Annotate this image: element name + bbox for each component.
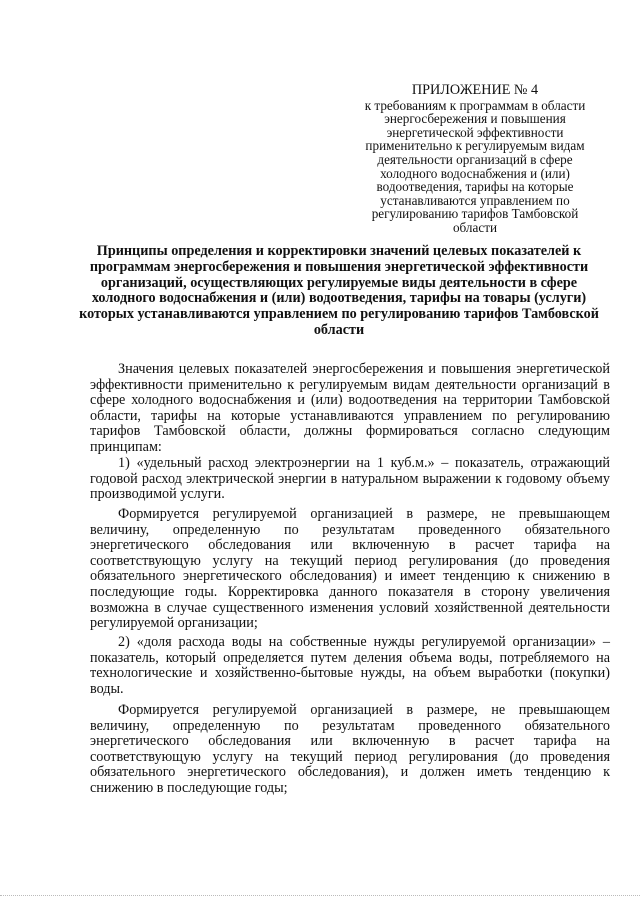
heading-line: холодного водоснабжения и (или) водоотведения, тарифы на товары (услуги) [91, 290, 587, 307]
appendix-line: к требованиям к программам в области [364, 97, 586, 113]
heading-line: которых устанавливаются управлением по регулированию тарифов Тамбовской [79, 306, 599, 323]
appendix-line: деятельности организаций в сфере [377, 151, 573, 167]
paragraph-line: тарифов Тамбовской области, должны формироваться согласно следующим [90, 423, 610, 440]
paragraph-line: регулируемой организации; [90, 615, 258, 632]
paragraph-line: эффективности применительно к регулируемым видам деятельности организаций в [90, 376, 610, 393]
paragraph-item-1-detail [90, 507, 610, 632]
paragraph-line: области, тарифы на которые устанавливаются управлением по регулированию [90, 407, 610, 424]
paragraph-line: технологические и хозяйственно-бытовые нужды, на объем выработки (покупки) [90, 665, 610, 682]
document-heading [64, 244, 614, 339]
paragraph-line: снижению в последующие годы; [90, 779, 288, 796]
paragraph-line: обязательного энергетического обследования) и имеет тенденцию к снижению в [90, 568, 610, 585]
appendix-line: энергетической эффективности [386, 124, 564, 140]
appendix-line: холодного водоснабжения и (или) [380, 165, 570, 181]
paragraph-line: обязательного энергетического обследования), и должен иметь тенденцию к [90, 764, 610, 781]
paragraph-line: 2) «доля расхода воды на собственные нужды регулируемой организации» – [118, 634, 610, 650]
paragraph-line: 1) «удельный расход электроэнергии на 1 куб.м.» – показатель, отражающий [118, 455, 610, 471]
paragraph-line: годовой расход электрической энергии в натуральном выражении к годовому объему [90, 470, 610, 487]
appendix-line: области [452, 219, 498, 235]
appendix-line: энергосбережения и повышения [384, 111, 566, 127]
heading-line: программам энергосбережения и повышения энергетической эффективности [89, 258, 589, 275]
paragraph-line: показатель, который определяется путем деления объема воды, потребляемого на [90, 649, 610, 666]
paragraph-line: Значения целевых показателей энергосбережения и повышения энергетической [118, 361, 610, 377]
paragraph-line: энергетического обследования или включенную в расчет тарифа на [90, 537, 610, 554]
appendix-line: регулированию тарифов Тамбовской [371, 206, 579, 222]
paragraph-item-1 [90, 456, 610, 503]
heading-line: организаций, осуществляющих регулируемые виды деятельности в сфере [100, 274, 578, 291]
appendix-line: устанавливаются управлением по [380, 192, 570, 208]
appendix-title: ПРИЛОЖЕНИЕ № 4 [411, 82, 539, 98]
paragraph-line: производимой услуги. [90, 486, 225, 503]
paragraph-intro [90, 362, 610, 456]
heading-line: Принципы определения и корректировки значений целевых показателей к [96, 243, 582, 259]
paragraph-item-2-detail [90, 703, 610, 797]
paragraph-line: воды. [90, 680, 124, 697]
paragraph-line: принципам: [90, 438, 162, 455]
paragraph-line: последующие годы. Корректировка данного показателя в сторону увеличения [90, 583, 610, 600]
paragraph-line: Формируется регулируемой организацией в размере, не превышающем [118, 702, 610, 718]
paragraph-item-2 [90, 635, 610, 697]
appendix-block [340, 84, 610, 235]
appendix-line: применительно к регулируемым видам [365, 138, 585, 154]
paragraph-line: величину, определенную по результатам проведенного обязательного [90, 521, 610, 538]
paragraph-line: сфере холодного водоснабжения и (или) водоотведения на территории Тамбовской [90, 392, 610, 409]
paragraph-line: Формируется регулируемой организацией в размере, не превышающем [118, 506, 610, 522]
heading-line: области [313, 321, 365, 338]
appendix-line: водоотведения, тарифы на которые [376, 179, 574, 195]
paragraph-line: соответствующую услугу на текущий период регулирования (до проведения [90, 552, 610, 569]
paragraph-line: соответствующую услугу на текущий период регулирования (до проведения [90, 748, 610, 765]
paragraph-line: величину, определенную по результатам проведенного обязательного [90, 717, 610, 734]
paragraph-line: возможна в случае существенного изменения условий хозяйственной деятельности [90, 599, 610, 616]
paragraph-line: энергетического обследования или включенную в расчет тарифа на [90, 733, 610, 750]
scan-edge-divider [0, 895, 640, 897]
